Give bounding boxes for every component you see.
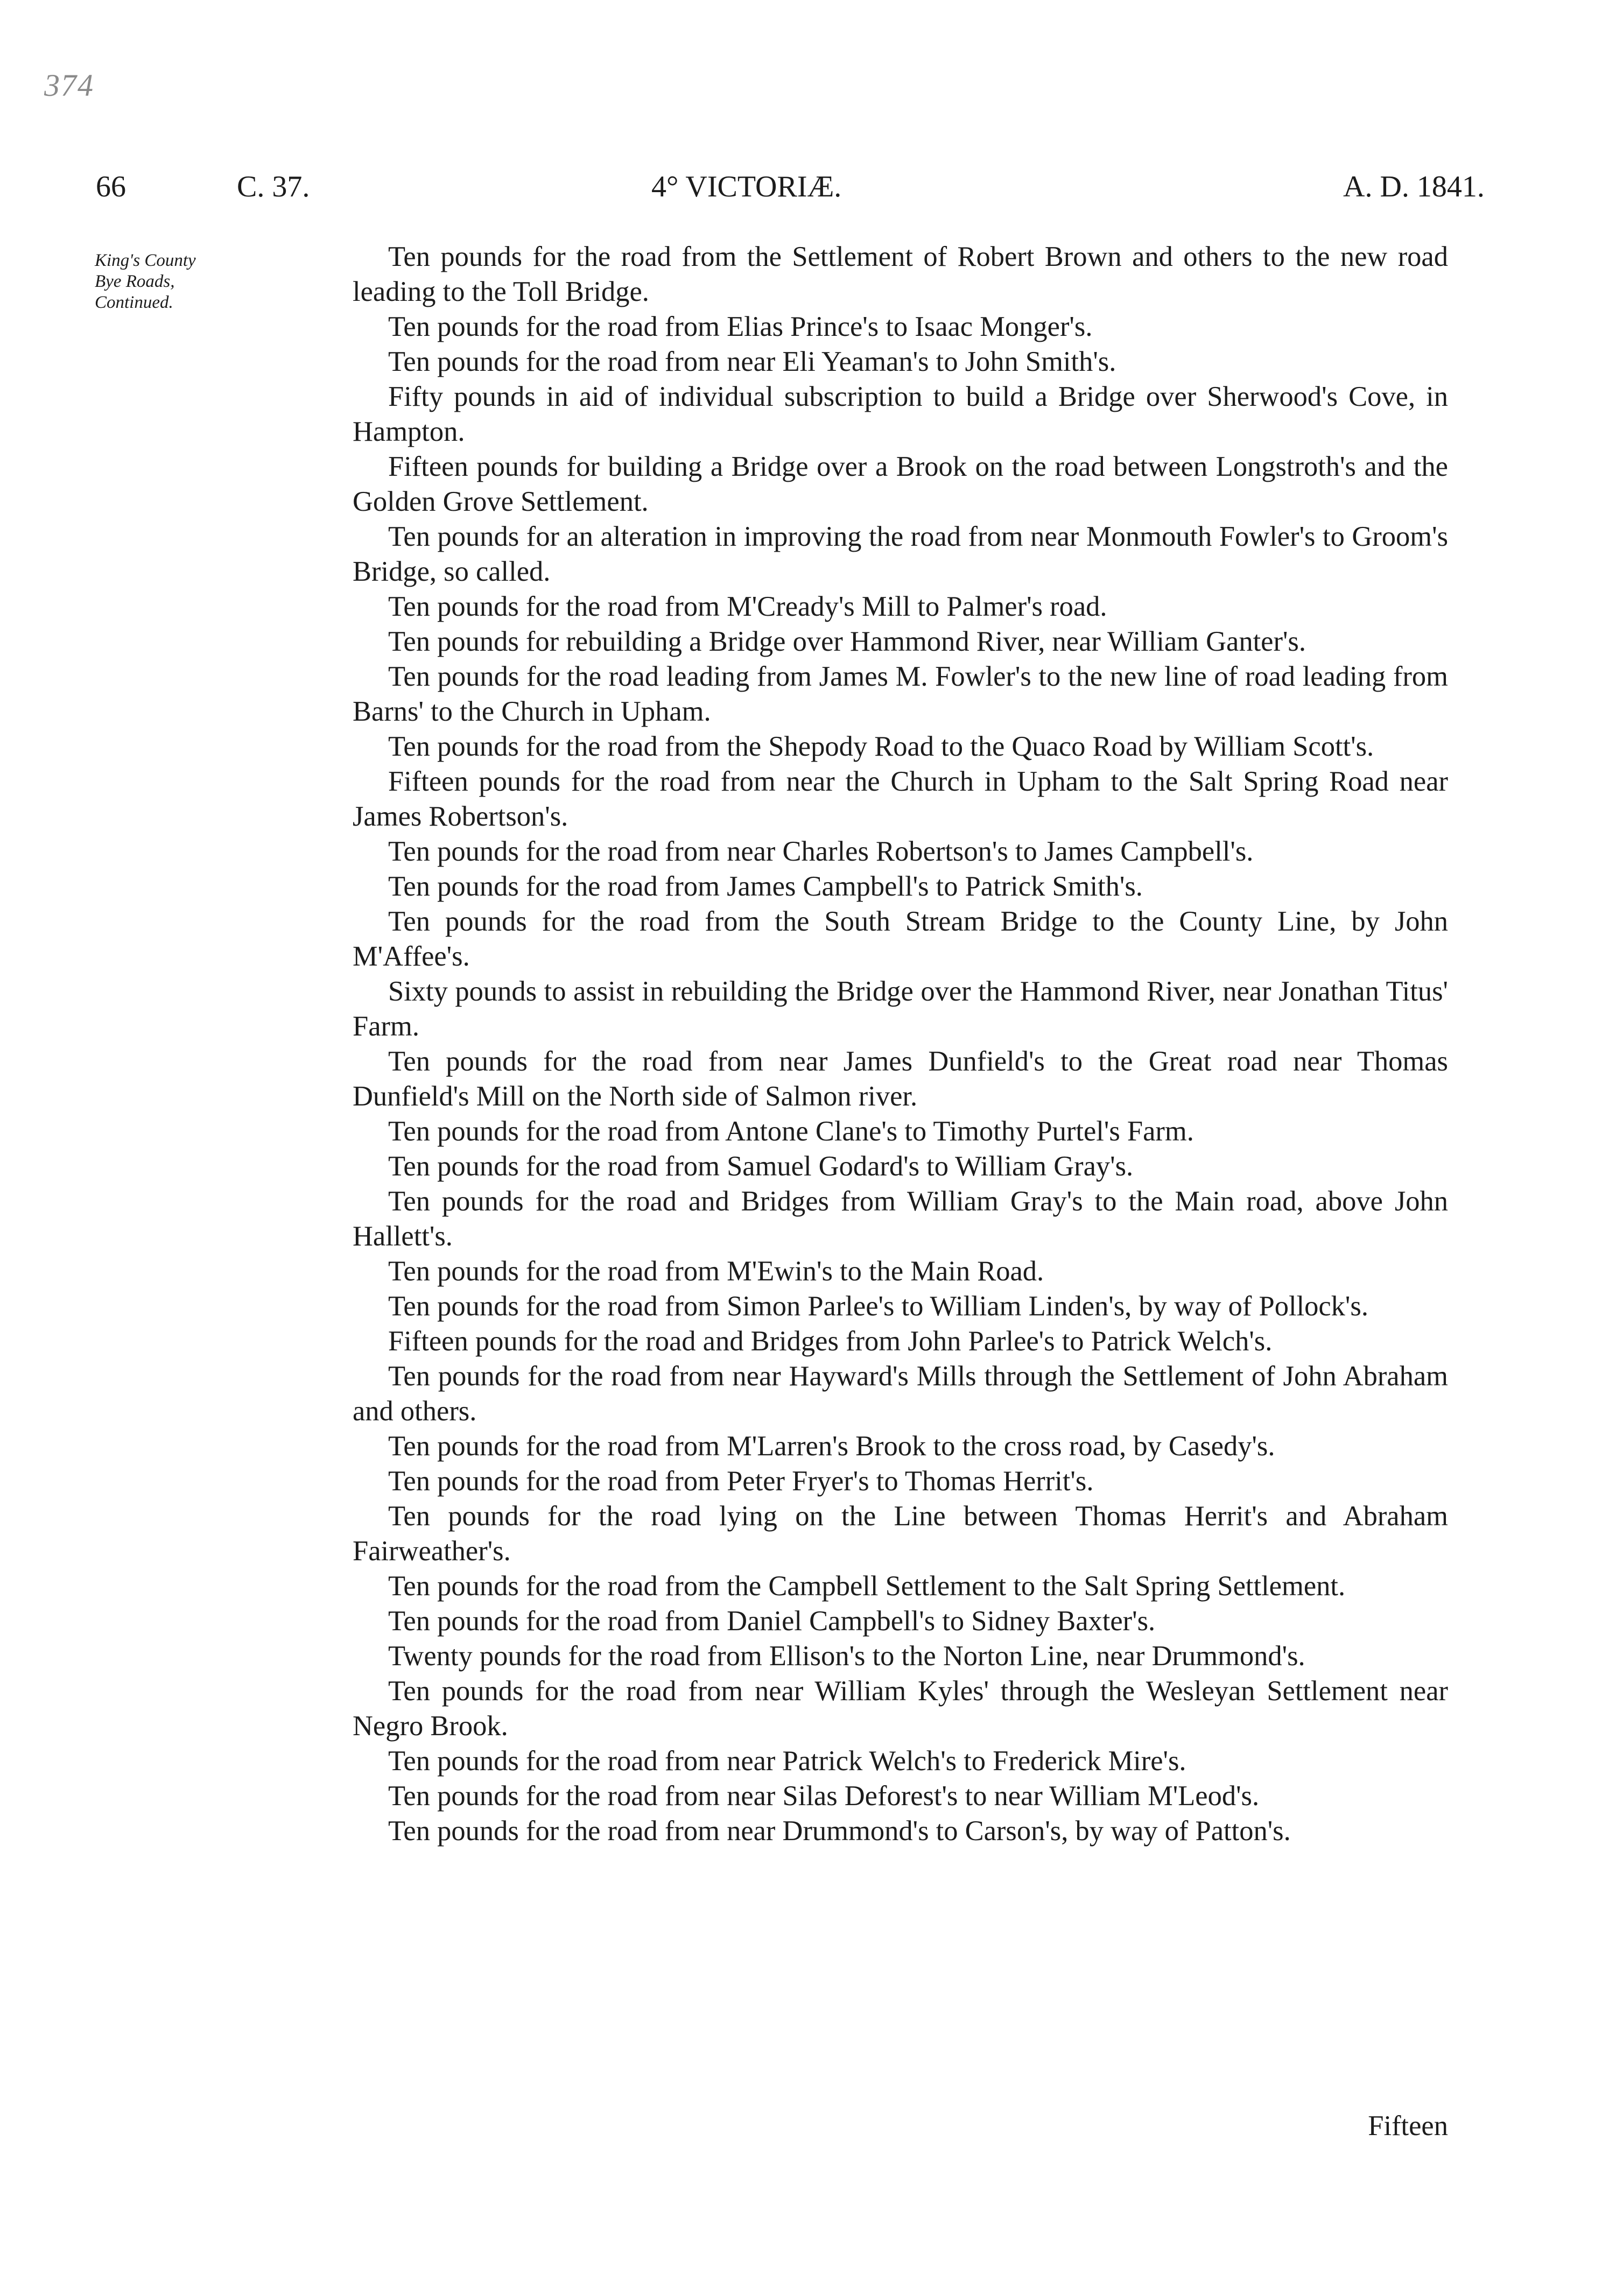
- appropriation-entry: Ten pounds for the road from the Shepody Road to the Quaco Road by William Scott's.: [388, 731, 1374, 762]
- anno-domini-year: A. D. 1841.: [1343, 170, 1485, 203]
- appropriation-entry: Ten pounds for the road from M'Cready's Mill to Palmer's road.: [388, 591, 1107, 622]
- appropriation-entry: Ten pounds for the road from near Hayward's Mills through the Settlement of John Abraham and others.: [353, 1361, 1448, 1427]
- appropriation-entry: Ten pounds for the road from near James Dunfield's to the Great road near Thomas Dunfield's Mill on the North side of Salmon river.: [353, 1046, 1448, 1112]
- appropriation-entry: Ten pounds for the road from the South Stream Bridge to the County Line, by John M'Affee's.: [353, 906, 1448, 972]
- appropriation-entry: Ten pounds for the road from the Campbell Settlement to the Salt Spring Settlement.: [388, 1570, 1346, 1602]
- appropriation-entry: Ten pounds for the road from near Charles Robertson's to James Campbell's.: [388, 836, 1254, 867]
- appropriation-entry: Ten pounds for the road from Simon Parlee's to William Linden's, by way of Pollock's.: [388, 1291, 1368, 1322]
- appropriation-entry: Ten pounds for the road from Antone Clane's to Timothy Purtel's Farm.: [388, 1116, 1194, 1147]
- appropriation-entry: Ten pounds for the road from Elias Prince's to Isaac Monger's.: [388, 311, 1093, 342]
- appropriation-entry: Ten pounds for the road and Bridges from William Gray's to the Main road, above John Hallett's.: [353, 1186, 1448, 1252]
- appropriation-entry: Ten pounds for the road from M'Larren's Brook to the cross road, by Casedy's.: [388, 1431, 1275, 1462]
- appropriation-entry: Ten pounds for the road leading from James M. Fowler's to the new line of road leading from Barns' to the Church in Upham.: [353, 661, 1448, 727]
- appropriation-entry: Ten pounds for the road from near William Kyles' through the Wesleyan Settlement near Negro Brook.: [353, 1675, 1448, 1742]
- appropriation-entry: Ten pounds for the road from M'Ewin's to the Main Road.: [388, 1256, 1044, 1287]
- chapter-number: C. 37.: [237, 170, 310, 203]
- appropriation-entry: Ten pounds for the road from near Drummond's to Carson's, by way of Patton's.: [388, 1815, 1291, 1847]
- appropriation-entry: Fifteen pounds for building a Bridge over a Brook on the road between Longstroth's and the Golden Grove Settlement.: [353, 451, 1448, 517]
- appropriation-entry: Fifteen pounds for the road and Bridges from John Parlee's to Patrick Welch's.: [388, 1326, 1273, 1357]
- catchword: Fifteen: [1368, 2110, 1448, 2142]
- margin-note-line: Bye Roads,: [95, 272, 175, 291]
- appropriation-entry: Ten pounds for an alteration in improving the road from near Monmouth Fowler's to Groom's Bridge, so called.: [353, 521, 1448, 587]
- handwritten-corner-mark: 374: [44, 68, 94, 103]
- appropriation-entry: Ten pounds for the road from Peter Fryer's to Thomas Herrit's.: [388, 1466, 1094, 1497]
- appropriation-entry: Ten pounds for the road from the Settlement of Robert Brown and others to the new road leading to the Toll Bridge.: [353, 241, 1448, 307]
- appropriation-entry: Ten pounds for the road from James Campbell's to Patrick Smith's.: [388, 871, 1143, 902]
- running-head: [0, 170, 1609, 213]
- appropriation-list: [353, 240, 1448, 1849]
- margin-note-line: Continued.: [95, 293, 173, 312]
- page-number: 66: [96, 170, 126, 203]
- appropriation-entry: Ten pounds for the road from near Patrick Welch's to Frederick Mire's.: [388, 1745, 1186, 1777]
- margin-note: [95, 250, 229, 313]
- appropriation-entry: Ten pounds for the road lying on the Line between Thomas Herrit's and Abraham Fairweather's.: [353, 1501, 1448, 1567]
- appropriation-entry: Ten pounds for the road from Daniel Campbell's to Sidney Baxter's.: [388, 1605, 1156, 1637]
- margin-note-line: King's County: [95, 251, 196, 270]
- appropriation-entry: Fifty pounds in aid of individual subscription to build a Bridge over Sherwood's Cove, in Hampton.: [353, 381, 1448, 447]
- appropriation-entry: Sixty pounds to assist in rebuilding the Bridge over the Hammond River, near Jonathan Titus' Farm.: [353, 976, 1448, 1042]
- appropriation-entry: Twenty pounds for the road from Ellison's to the Norton Line, near Drummond's.: [388, 1640, 1305, 1672]
- appropriation-entry: Fifteen pounds for the road from near the Church in Upham to the Salt Spring Road near James Robertson's.: [353, 766, 1448, 832]
- appropriation-entry: Ten pounds for the road from Samuel Godard's to William Gray's.: [388, 1151, 1134, 1182]
- regnal-year: 4° VICTORIÆ.: [651, 170, 842, 203]
- appropriation-entry: Ten pounds for rebuilding a Bridge over Hammond River, near William Ganter's.: [388, 626, 1306, 657]
- appropriation-entry: Ten pounds for the road from near Silas Deforest's to near William M'Leod's.: [388, 1780, 1260, 1812]
- appropriation-entry: Ten pounds for the road from near Eli Yeaman's to John Smith's.: [388, 346, 1116, 377]
